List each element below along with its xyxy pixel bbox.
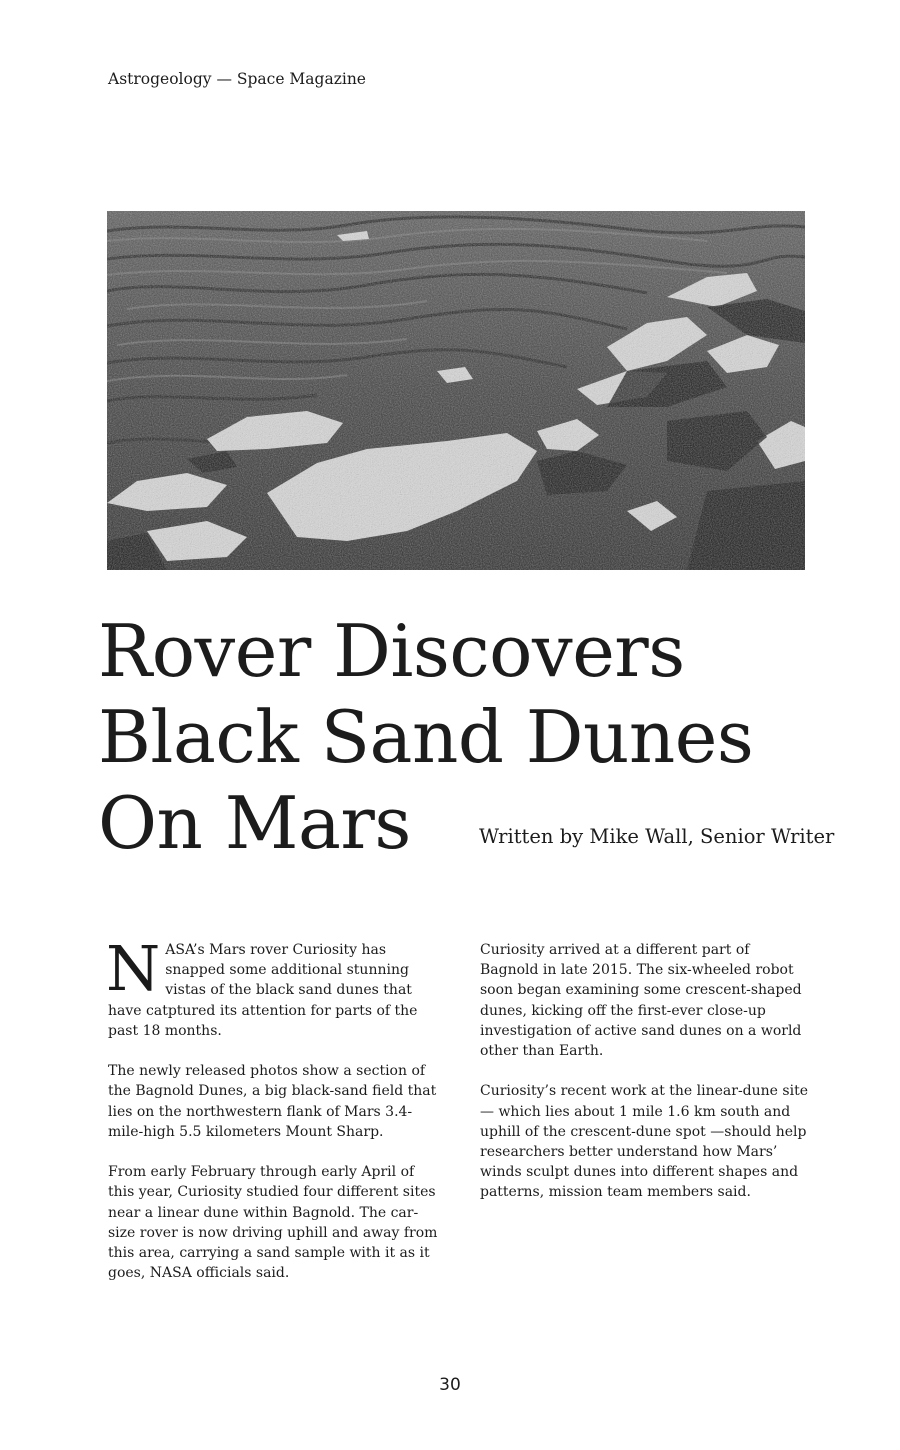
article-column-right: [480, 940, 810, 1223]
article-paragraph: Curiosity’s recent work at the linear-dune site — which lies about 1 mile 1.6 km south and uphill of the crescent-dune spot —should help researchers better understand how Mars’ winds sculpt dunes into different shapes and patterns, mission team members said.: [480, 1083, 808, 1201]
hero-image: [107, 211, 805, 570]
article-paragraph: The newly released photos show a section of the Bagnold Dunes, a big black-sand field that lies on the northwestern flank of Mars 3.4-mile-high 5.5 kilometers Mount Sharp.: [108, 1063, 437, 1140]
drop-cap: N: [106, 932, 161, 1005]
article-paragraph: [106, 932, 438, 1041]
article-title: Rover Discovers Black Sand Dunes On Mars: [98, 609, 754, 865]
byline: Written by Mike Wall, Senior Writer: [479, 825, 835, 848]
article-paragraph: Curiosity arrived at a different part of Bagnold in late 2015. The six-wheeled robot soon began examining some crescent-shaped dunes, kicking off the first-ever close-up investigation of active sand dunes on a world other than Earth.: [480, 942, 802, 1060]
paragraph-text: ASA’s Mars rover Curiosity has snapped some additional stunning vistas of the black sand dunes that have catptured its attention for parts of the past 18 months.: [108, 942, 418, 1039]
article-paragraph: From early February through early April of this year, Curiosity studied four different sites near a linear dune within Bagnold. The car-size rover is now driving uphill and away from this area, carrying a sand sample with it as it goes, NASA officials said.: [108, 1164, 438, 1282]
section-label: Astrogeology — Space Magazine: [108, 70, 366, 88]
page-number: 30: [439, 1375, 461, 1395]
article-column-left: [106, 932, 438, 1304]
